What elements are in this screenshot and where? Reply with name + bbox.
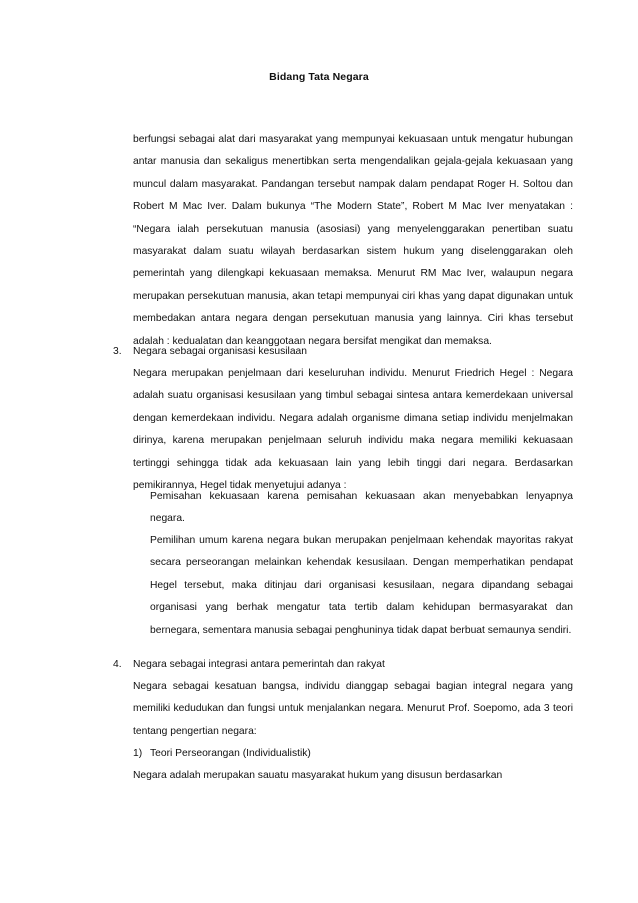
section-4-heading [113, 654, 385, 676]
section-3-number: 3. [113, 346, 122, 357]
section-3-paragraph: Negara merupakan penjelmaan dari keseluruhan individu. Menurut Friedrich Hegel : Negara adalah suatu organisasi kesusilaan yang timbul sebagai sintesa antara kemerdekaan universal dengan kemerdekaan individu. Negara adalah organisme dimana setiap individu menjelmakan dirinya, karena merupakan penjelmaan seluruh individu maka negara memiliki kekuasaan tertinggi sehingga tidak ada kekuasaan lain yang lebih tinggi dari negara. Berdasarkan pemikirannya, Hegel tidak menyetujui adanya : [133, 368, 573, 492]
section-3-heading-text: Negara sebagai organisasi kesusilaan [133, 346, 308, 357]
section-4-subitem-number: 1) [133, 748, 143, 759]
section-4-paragraph: Negara sebagai kesatuan bangsa, individu dianggap sebagai bagian integral negara yang memiliki kedudukan dan fungsi untuk menjalankan negara. Menurut Prof. Soepomo, ada 3 teori tentang pengertian negara: [133, 681, 573, 737]
section-3-point-1: Pemisahan kekuasaan karena pemisahan kekuasaan akan menyebabkan lenyapnya negara. [150, 491, 573, 525]
section-4-subitem-label: Teori Perseorangan (Individualistik) [150, 748, 311, 759]
section-3-point-2: Pemilihan umum karena negara bukan merupakan penjelmaan kehendak mayoritas rakyat secara perseorangan melainkan kehendak kesusilaan. Dengan memperhatikan pendapat Hegel tersebut, maka ditinjau dari organisasi kesusilaan, negara dipandang sebagai organisasi yang berhak mengatur tata tertib dalam kehidupan bermasyarakat dan bernegara, sementara manusia sebagai penghuninya tidak dapat berbuat semaunya sendiri. [150, 535, 573, 636]
section-4-number: 4. [113, 659, 122, 670]
page-title: Bidang Tata Negara [269, 71, 369, 83]
section-4-subitem-heading [133, 743, 311, 765]
section-3-heading [113, 341, 307, 363]
intro-paragraph: berfungsi sebagai alat dari masyarakat yang mempunyai kekuasaan untuk mengatur hubungan antar manusia dan sekaligus menertibkan serta mengendalikan gejala-gejala kekuasaan yang muncul dalam masyarakat. Pandangan tersebut nampak dalam pendapat Roger H. Soltou dan Robert M Mac Iver. Dalam bukunya “The Modern State”, Robert M Mac Iver menyatakan : “Negara ialah persekutuan manusia (asosiasi) yang menyelenggarakan penertiban suatu masyarakat dalam suatu wilayah berdasarkan sistem hukum yang diselenggarakan oleh pemerintah yang dilengkapi kekuasaan memaksa. Menurut RM Mac Iver, walaupun negara merupakan persekutuan manusia, akan tetapi mempunyai ciri khas yang dapat digunakan untuk membedakan antara negara dengan persekutuan manusia yang lainnya. Ciri khas tersebut adalah : kedualatan dan keanggotaan negara bersifat mengikat dan memaksa. [133, 134, 573, 347]
section-4-heading-text: Negara sebagai integrasi antara pemerintah dan rakyat [133, 659, 385, 670]
section-4-subitem-paragraph: Negara adalah merupakan sauatu masyarakat hukum yang disusun berdasarkan [133, 770, 503, 781]
